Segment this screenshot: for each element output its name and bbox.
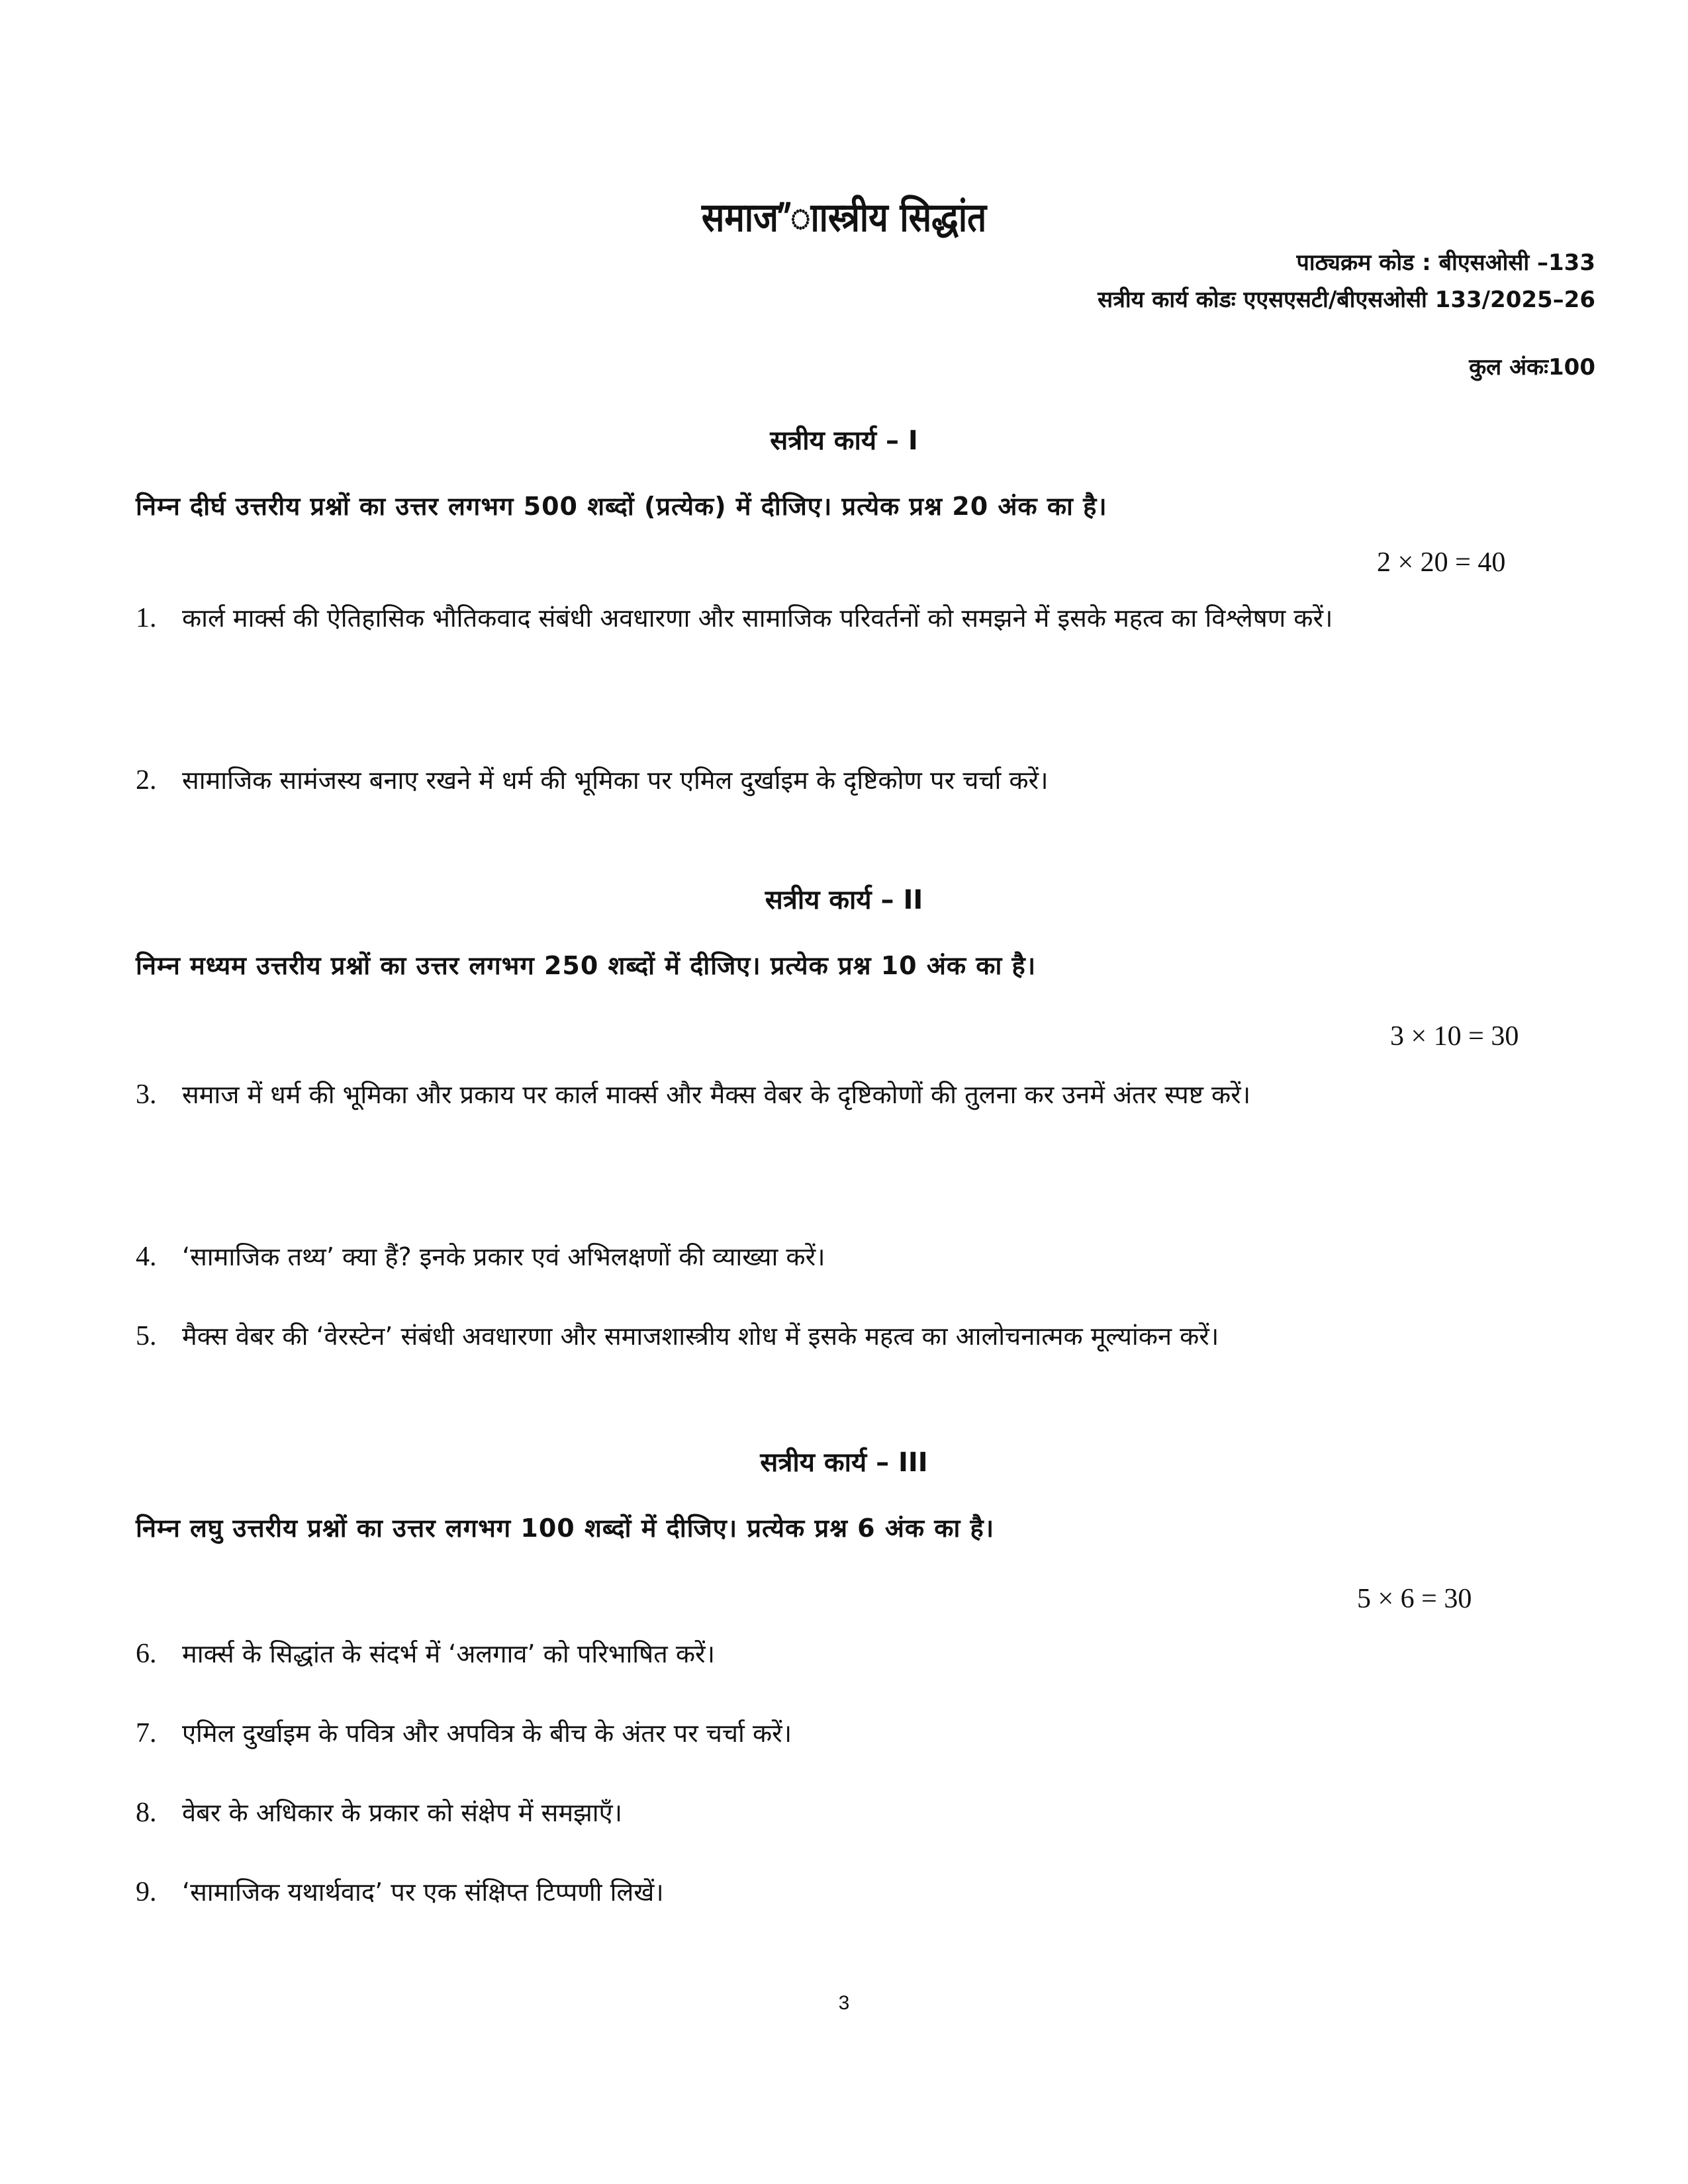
question-text: ‘सामाजिक यथार्थवाद’ पर एक संक्षिप्त टिप्पणी लिखें।	[182, 1878, 664, 1907]
section-marks-1: 2 × 20 = 40	[1377, 547, 1506, 578]
question-number: 9.	[136, 1877, 157, 1907]
question-number: 5.	[136, 1321, 157, 1351]
question-text: ‘सामाजिक तथ्य’ क्या हैं? इनके प्रकार एवं अभिलक्षणों की व्याख्या करें।	[182, 1242, 825, 1271]
question-text: मैक्स वेबर की ‘वेरस्टेन’ संबंधी अवधारणा और समाजशास्त्रीय शोध में इसके महत्व का आलोचनात्मक मूल्यांकन करें।	[182, 1322, 1219, 1351]
question-number: 4.	[136, 1242, 157, 1272]
question-text: सामाजिक सामंजस्य बनाए रखने में धर्म की भूमिका पर एमिल दुर्खाइम के दृष्टिकोण पर चर्चा करें।	[182, 766, 1049, 795]
section-heading-1: सत्रीय कार्य – I	[770, 426, 918, 456]
assignment-code: सत्रीय कार्य कोडः एएसएसटी/बीएसओसी 133/2025–26	[1098, 287, 1595, 313]
page-number: 3	[838, 1992, 850, 2014]
section-heading-3: सत्रीय कार्य – III	[760, 1447, 928, 1478]
question-text: कार्ल मार्क्स की ऐतिहासिक भौतिकवाद संबंधी अवधारणा और सामाजिक परिवर्तनों को समझने में इसके महत्व का विश्लेषण करें।	[182, 604, 1333, 633]
question-text: एमिल दुर्खाइम के पवित्र और अपवित्र के बीच के अंतर पर चर्चा करें।	[182, 1719, 792, 1748]
section-instruction-3: निम्न लघु उत्तरीय प्रश्नों का उत्तर लगभग 100 शब्दों में दीजिए। प्रत्येक प्रश्न 6 अंक का है।	[136, 1514, 995, 1543]
document-title: समाज”ाास्त्रीय सिद्धांत	[701, 195, 987, 241]
section-marks-3: 5 × 6 = 30	[1357, 1584, 1472, 1614]
section-instruction-1: निम्न दीर्घ उत्तरीय प्रश्नों का उत्तर लगभग 500 शब्दों (प्रत्येक) में दीजिए। प्रत्येक प्रश्न 20 अंक का है।	[136, 492, 1107, 521]
question-number: 7.	[136, 1718, 157, 1749]
section-heading-2: सत्रीय कार्य – II	[765, 885, 923, 915]
question-number: 3.	[136, 1079, 157, 1110]
course-code: पाठ्यक्रम कोड : बीएसओसी –133	[1296, 250, 1595, 276]
question-text: समाज में धर्म की भूमिका और प्रकाय पर कार्ल मार्क्स और मैक्स वेबर के दृष्टिकोणों की तुलना कर उनमें अंतर स्पष्ट करें।	[182, 1080, 1251, 1109]
section-marks-2: 3 × 10 = 30	[1390, 1021, 1519, 1052]
question-text: वेबर के अधिकार के प्रकार को संक्षेप में समझाएँ।	[182, 1798, 623, 1827]
question-number: 2.	[136, 765, 157, 796]
question-number: 8.	[136, 1797, 157, 1828]
question-text: मार्क्स के सिद्धांत के संदर्भ में ‘अलगाव’ को परिभाषित करें।	[182, 1639, 715, 1668]
question-number: 1.	[136, 603, 157, 633]
section-instruction-2: निम्न मध्यम उत्तरीय प्रश्नों का उत्तर लगभग 250 शब्दों में दीजिए। प्रत्येक प्रश्न 10 अंक का है।	[136, 951, 1037, 980]
question-number: 6.	[136, 1639, 157, 1669]
total-marks: कुल अंकः100	[1469, 354, 1595, 381]
